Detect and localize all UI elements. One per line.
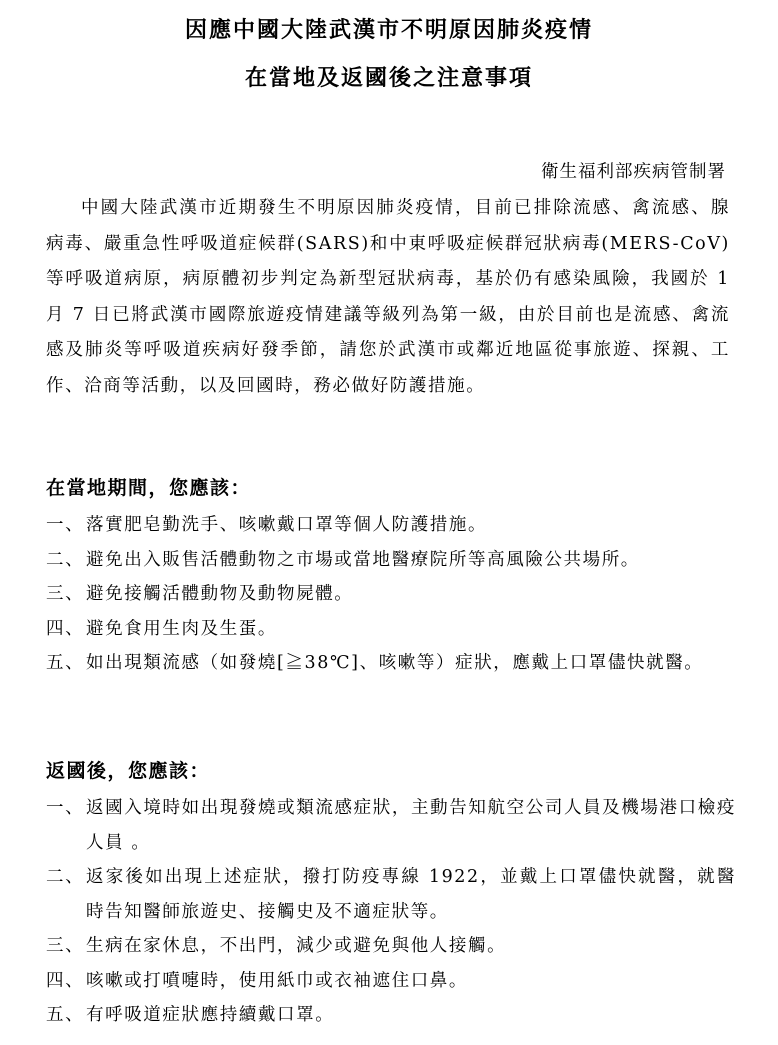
list-item-text: 返家後如出現上述症狀，撥打防疫專線 1922，並戴上口罩儘快就醫，就醫時告知醫師旅遊史、接觸史及不適症狀等。 <box>86 867 736 922</box>
list-item <box>46 612 736 647</box>
list-item-text: 生病在家休息，不出門，減少或避免與他人接觸。 <box>86 936 507 956</box>
list-item-text: 避免食用生肉及生蛋。 <box>86 618 277 639</box>
list-item-text: 避免出入販售活體動物之市場或當地醫療院所等高風險公共場所。 <box>86 549 640 570</box>
issuing-agency: 衛生福利部疾病管制署 <box>541 162 726 182</box>
section-heading-while-local: 在當地期間，您應該： <box>46 477 252 499</box>
list-item-number: 三、 <box>46 936 85 956</box>
list-item <box>46 929 736 964</box>
list-item <box>46 998 736 1033</box>
list-item-number: 五、 <box>46 1005 85 1025</box>
list-item-text: 返國入境時如出現發燒或類流感症狀，主動告知航空公司人員及機場港口檢疫人員 。 <box>86 798 736 853</box>
list-item <box>46 791 736 860</box>
list-item-number: 一、 <box>46 798 85 818</box>
list-item-text: 咳嗽或打噴嚏時，使用紙巾或衣袖遮住口鼻。 <box>86 970 468 991</box>
list-item <box>46 860 736 929</box>
section-list-while-local <box>46 508 736 681</box>
intro-paragraph: 中國大陸武漢市近期發生不明原因肺炎疫情，目前已排除流感、禽流感、腺病毒、嚴重急性呼吸道症候群(SARS)和中東呼吸症候群冠狀病毒(MERS-CoV)等呼吸道病原，病原體初步判定為新型冠狀病毒，基於仍有感染風險，我國於 1 月 7 日已將武漢市國際旅遊疫情建議等級列為第一級，由於目前也是流感、禽流感及肺炎等呼吸道疾病好發季節，請您於武漢市或鄰近地區從事旅遊、探親、工作、洽商等活動，以及回國時，務必做好防護措施。 <box>46 198 730 396</box>
section-heading-after-return: 返國後，您應該： <box>46 760 211 782</box>
list-item <box>46 577 736 612</box>
list-item-text: 有呼吸道症狀應持續戴口罩。 <box>86 1005 335 1025</box>
list-item-number: 二、 <box>46 867 85 887</box>
list-item-number: 三、 <box>46 584 85 604</box>
list-item-text: 落實肥皂勤洗手、咳嗽戴口罩等個人防護措施。 <box>86 515 488 535</box>
list-item-text: 避免接觸活體動物及動物屍體。 <box>86 584 354 604</box>
list-item <box>46 508 736 543</box>
list-item-number: 四、 <box>46 618 85 639</box>
section-list-after-return <box>46 791 736 1033</box>
list-item-number: 二、 <box>46 549 85 570</box>
document-title-line-1: 因應中國大陸武漢市不明原因肺炎疫情 <box>184 18 593 43</box>
list-item-number: 四、 <box>46 970 85 991</box>
document-title-line-2: 在當地及返國後之注意事項 <box>244 66 533 91</box>
list-item <box>46 964 736 999</box>
list-item-text: 如出現類流感（如發燒[≧38℃]、咳嗽等）症狀，應戴上口罩儘快就醫。 <box>86 653 704 673</box>
list-item <box>46 646 736 681</box>
list-item-number: 一、 <box>46 515 85 535</box>
list-item <box>46 543 736 578</box>
list-item-number: 五、 <box>46 653 85 673</box>
